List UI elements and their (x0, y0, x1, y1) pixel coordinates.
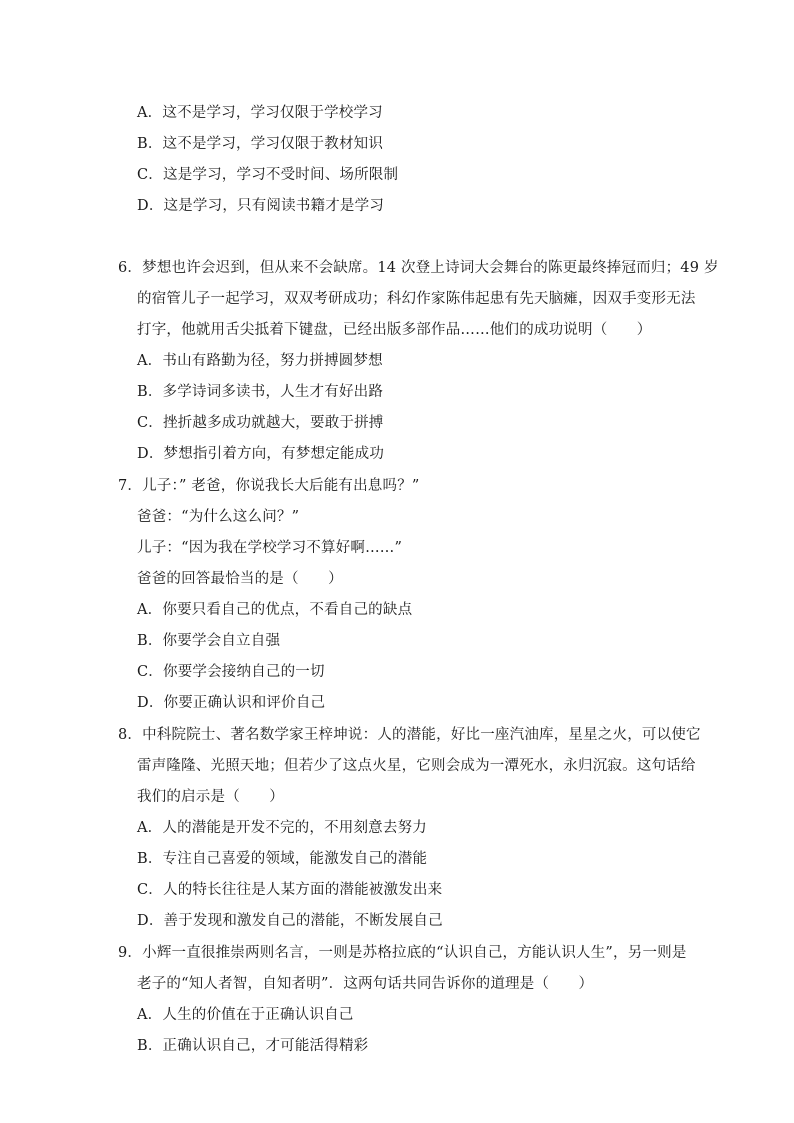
q8-option-a[interactable]: A．人的潜能是开发不完的，不用刻意去努力 (137, 820, 427, 836)
q8-stem-line-3: 我们的启示是（ ） (137, 789, 284, 805)
q8-option-c[interactable]: C．人的特长往往是人某方面的潜能被激发出来 (137, 882, 443, 898)
q6-stem-line-2: 的宿管儿子一起学习，双双考研成功；科幻作家陈伟起患有先天脑瘫，因双手变形无法 (137, 291, 696, 307)
q6-stem-line-1: 6．梦想也许会迟到，但从来不会缺席。14 次登上诗词大会舞台的陈更最终捧冠而归；49 岁 (118, 260, 719, 276)
q7-stem-line-4: 爸爸的回答最恰当的是（ ） (137, 571, 343, 587)
q8-option-d[interactable]: D．善于发现和激发自己的潜能，不断发展自己 (137, 913, 443, 929)
q6-option-b[interactable]: B．多学诗词多读书，人生才有好出路 (137, 384, 384, 400)
q7-option-c[interactable]: C．你要学会接纳自己的一切 (137, 664, 325, 680)
q7-stem-line-1: 7．儿子：” 老爸，你说我长大后能有出息吗？” (118, 478, 420, 494)
q6-option-c[interactable]: C．挫折越多成功就越大，要敢于拼搏 (137, 415, 384, 431)
q5-option-a[interactable]: A．这不是学习，学习仅限于学校学习 (137, 105, 383, 121)
q7-option-a[interactable]: A．你要只看自己的优点，不看自己的缺点 (137, 602, 413, 618)
q6-option-a[interactable]: A．书山有路勤为径，努力拼搏圆梦想 (137, 353, 383, 369)
q5-option-b[interactable]: B．这不是学习，学习仅限于教材知识 (137, 136, 384, 152)
q7-stem-line-2: 爸爸：“为什么这么问？” (137, 509, 300, 525)
q8-stem-line-2: 雷声隆隆、光照天地；但若少了这点火星，它则会成为一潭死水，永归沉寂。这句话给 (137, 758, 696, 774)
q9-stem-line-2: 老子的“知人者智，自知者明”．这两句话共同告诉你的道理是（ ） (137, 976, 594, 992)
q5-option-d[interactable]: D．这是学习，只有阅读书籍才是学习 (137, 198, 385, 214)
q8-stem-line-1: 8．中科院院士、著名数学家王梓坤说：人的潜能，好比一座汽油库，星星之火，可以使它 (118, 727, 701, 743)
q9-stem-line-1: 9．小辉一直很推崇两则名言，一则是苏格拉底的“认识自己，方能认识人生”，另一则是 (118, 945, 687, 961)
q7-stem-line-3: 儿子：“因为我在学校学习不算好啊……” (137, 540, 403, 556)
q6-stem-line-3: 打字，他就用舌尖抵着下键盘，已经出版多部作品……他们的成功说明（ ） (137, 322, 652, 338)
q8-option-b[interactable]: B．专注自己喜爱的领域，能激发自己的潜能 (137, 851, 428, 867)
q7-option-d[interactable]: D．你要正确认识和评价自己 (137, 695, 326, 711)
q6-option-d[interactable]: D．梦想指引着方向，有梦想定能成功 (137, 446, 385, 462)
q7-option-b[interactable]: B．你要学会自立自强 (137, 633, 281, 649)
q9-option-a[interactable]: A．人生的价值在于正确认识自己 (137, 1007, 354, 1023)
q5-option-c[interactable]: C．这是学习，学习不受时间、场所限制 (137, 167, 399, 183)
q9-option-b[interactable]: B．正确认识自己，才可能活得精彩 (137, 1038, 369, 1054)
